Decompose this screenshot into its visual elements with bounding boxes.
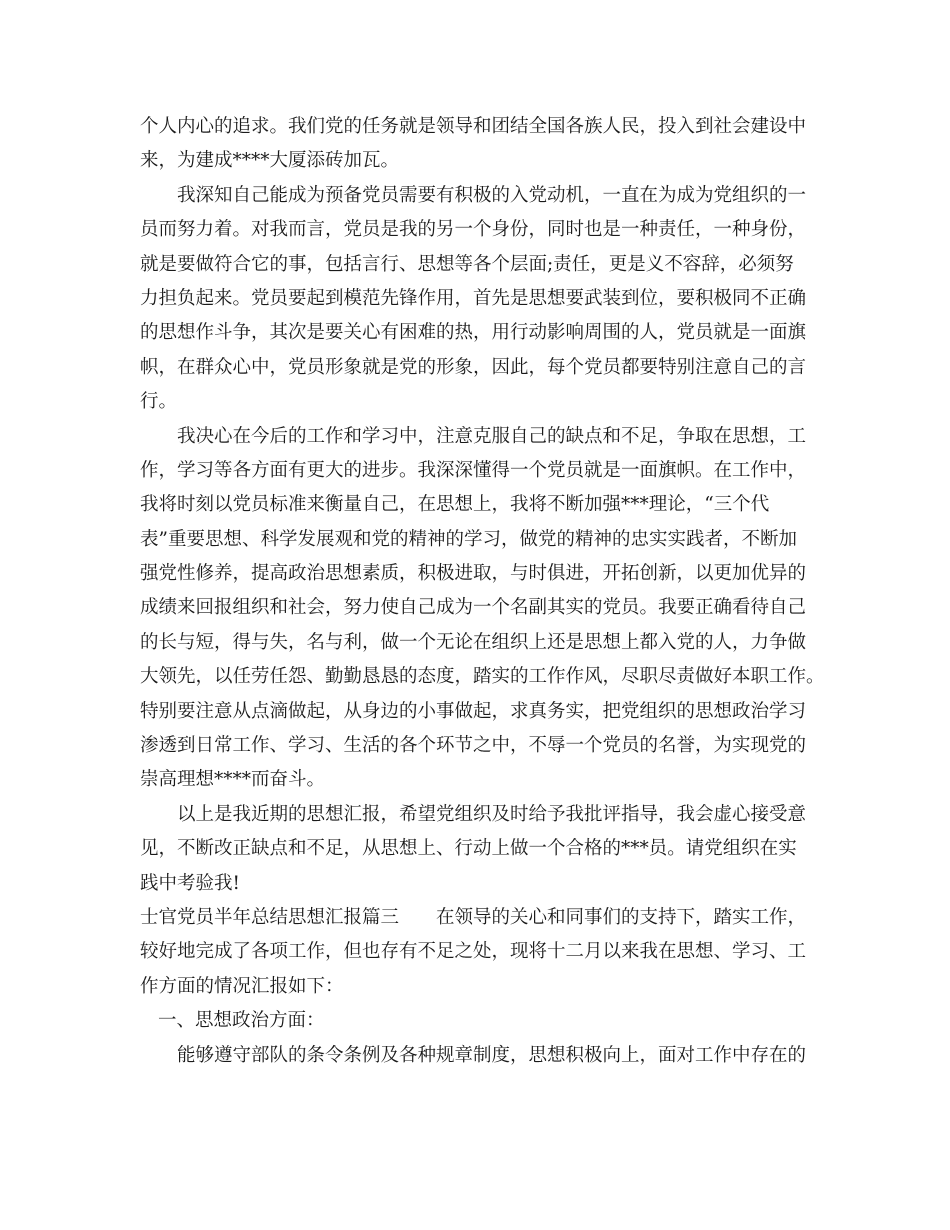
subheading-line: 一、思想政治方面： bbox=[158, 1010, 325, 1032]
text-line: 帜，在群众心中，党员形象就是党的形象，因此，每个党员都要特别注意自己的言 bbox=[140, 356, 807, 378]
text-line: 的思想作斗争，其次是要关心有困难的热，用行动影响周围的人，党员就是一面旗 bbox=[140, 322, 807, 344]
text-line: 的长与短，得与失，名与利，做一个无论在组织上还是思想上都入党的人，力争做 bbox=[140, 631, 807, 653]
text-line: 我深知自己能成为预备党员需要有积极的入党动机，一直在为成为党组织的一 bbox=[177, 184, 807, 206]
text-line: 以上是我近期的思想汇报，希望党组织及时给予我批评指导，我会虚心接受意 bbox=[177, 803, 807, 825]
section-heading-line: 士官党员半年总结思想汇报篇三 在领导的关心和同事们的支持下，踏实工作， bbox=[140, 906, 807, 928]
text-line: 较好地完成了各项工作，但也存有不足之处，现将十二月以来我在思想、学习、工 bbox=[140, 941, 807, 963]
text-line: 来，为建成****大厦添砖加瓦。 bbox=[140, 150, 400, 172]
text-line: 我决心在今后的工作和学习中，注意克服自己的缺点和不足，争取在思想，工 bbox=[177, 425, 807, 447]
text-line: 个人内心的追求。我们党的任务就是领导和团结全国各族人民，投入到社会建设中 bbox=[140, 116, 807, 137]
text-line: 我将时刻以党员标准来衡量自己，在思想上，我将不断加强***理论，“三个代 bbox=[140, 494, 770, 516]
text-line: 行。 bbox=[140, 391, 178, 413]
text-line: 力担负起来。党员要起到模范先锋作用，首先是思想要武装到位，要积极同不正确 bbox=[140, 287, 807, 309]
text-line: 特别要注意从点滴做起，从身边的小事做起，求真务实，把党组织的思想政治学习 bbox=[140, 700, 807, 722]
text-line: 作方面的情况汇报如下： bbox=[140, 975, 344, 997]
text-line: 践中考验我! bbox=[140, 872, 240, 894]
text-line: 见，不断改正缺点和不足，从思想上、行动上做一个合格的***员。请党组织在实 bbox=[140, 838, 797, 860]
text-line: 成绩来回报组织和社会，努力使自己成为一个名副其实的党员。我要正确看待自己 bbox=[140, 597, 807, 619]
text-line: 员而努力着。对我而言，党员是我的另一个身份，同时也是一种责任，一种身份， bbox=[140, 219, 807, 241]
text-line: 表”重要思想、科学发展观和党的精神的学习，做党的精神的忠实实践者，不断加 bbox=[140, 528, 797, 550]
text-line: 作，学习等各方面有更大的进步。我深深懂得一个党员就是一面旗帜。在工作中， bbox=[140, 459, 807, 481]
document-body bbox=[140, 110, 830, 1073]
text-line: 崇高理想****而奋斗。 bbox=[140, 769, 326, 791]
text-line: 就是要做符合它的事，包括言行、思想等各个层面;责任，更是义不容辞，必须努 bbox=[140, 253, 794, 275]
text-line: 渗透到日常工作、学习、生活的各个环节之中，不辱一个党员的名誉，为实现党的 bbox=[140, 735, 807, 757]
text-line: 能够遵守部队的条令条例及各种规章制度，思想积极向上，面对工作中存在的 bbox=[177, 1044, 807, 1066]
text-line: 强党性修养，提高政治思想素质，积极进取，与时俱进，开拓创新，以更加优异的 bbox=[140, 563, 807, 585]
text-line: 大领先，以任劳任怨、勤勤恳恳的态度，踏实的工作作风，尽职尽责做好本职工作。 bbox=[140, 666, 825, 688]
